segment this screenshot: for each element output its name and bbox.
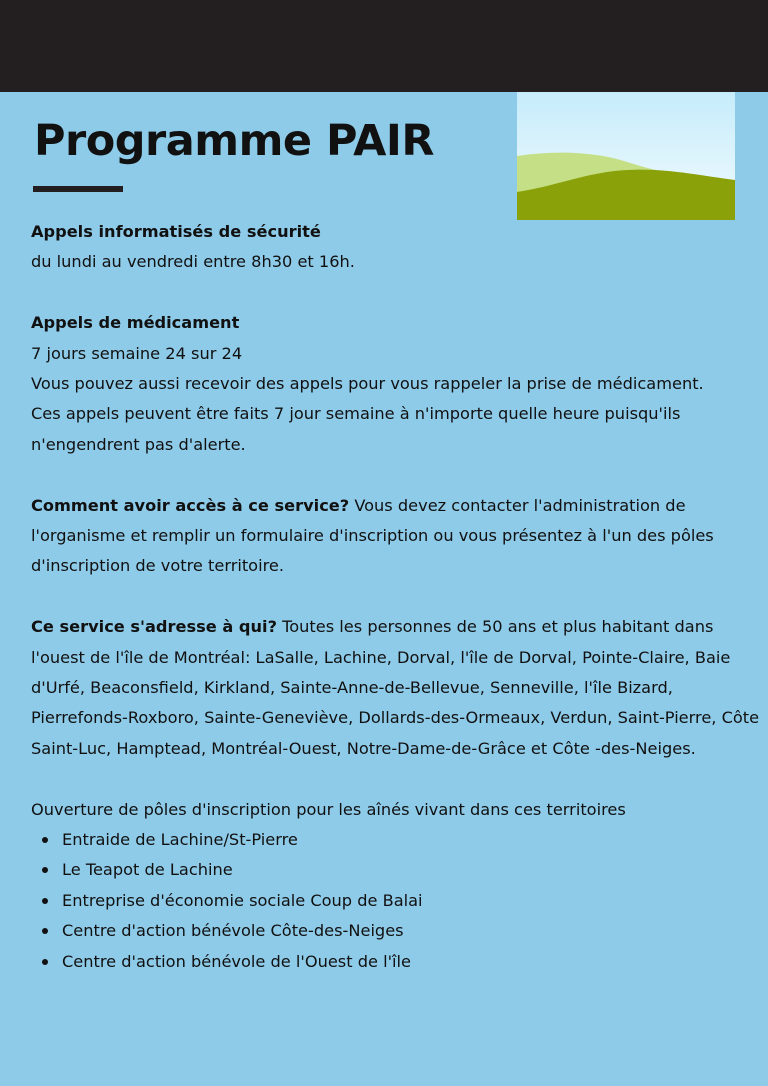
safety-calls-schedule: du lundi au vendredi entre 8h30 et 16h. xyxy=(31,252,355,272)
list-item: Centre d'action bénévole Côte-des-Neiges xyxy=(62,916,763,946)
medication-calls-note: Ces appels peuvent être faits 7 jour semaine à n'importe quelle heure puisqu'ils n'engendrent pas d'alerte. xyxy=(31,404,681,454)
eligibility-heading: Ce service s'adresse à qui? xyxy=(31,617,277,637)
section-safety-calls xyxy=(31,217,763,278)
safety-calls-heading: Appels informatisés de sécurité xyxy=(31,222,321,241)
list-item: Le Teapot de Lachine xyxy=(62,855,763,885)
page-title: Programme PAIR xyxy=(34,116,434,166)
section-registration-points xyxy=(31,795,763,977)
list-item: Entreprise d'économie sociale Coup de Balai xyxy=(62,886,763,916)
title-underline xyxy=(33,186,123,192)
access-heading: Comment avoir accès à ce service? xyxy=(31,495,350,515)
section-medication-calls xyxy=(31,308,763,460)
medication-calls-description: Vous pouvez aussi recevoir des appels pour vous rappeler la prise de médicament. xyxy=(31,374,704,394)
section-eligibility xyxy=(31,612,763,764)
list-item: Centre d'action bénévole de l'Ouest de l'île xyxy=(62,947,763,977)
registration-list xyxy=(31,825,763,977)
main-content xyxy=(31,217,763,977)
eligibility-text: Toutes les personnes de 50 ans et plus habitant dans l'ouest de l'île de Montréal: LaSalle, Lachine, Dorval, l'île de Dorval, Pointe-Claire, Baie d'Urfé, Beaconsfield, Kirkland, Sainte-Anne-de-Bellevue, Senneville, l'île Bizard, Pierrefonds-Roxboro, Sainte-Geneviève, Dollards-des-Ormeaux, Verdun, Saint-Pierre, Côte Saint-Luc, Hamptead, Montréal-Ouest, Notre-Dame-de-Grâce et Côte -des-Neiges. xyxy=(31,617,760,758)
top-banner xyxy=(0,0,768,92)
medication-calls-schedule: 7 jours semaine 24 sur 24 xyxy=(31,343,243,363)
access-text: Vous devez contacter l'administration de l'organisme et remplir un formulaire d'inscription ou vous présentez à l'un des pôles d'inscription de votre territoire. xyxy=(31,495,714,576)
registration-intro: Ouverture de pôles d'inscription pour les aînés vivant dans ces territoires xyxy=(31,799,626,819)
landscape-illustration xyxy=(517,92,735,220)
list-item: Entraide de Lachine/St-Pierre xyxy=(62,825,763,855)
medication-calls-heading: Appels de médicament xyxy=(31,313,240,333)
section-access xyxy=(31,491,763,582)
